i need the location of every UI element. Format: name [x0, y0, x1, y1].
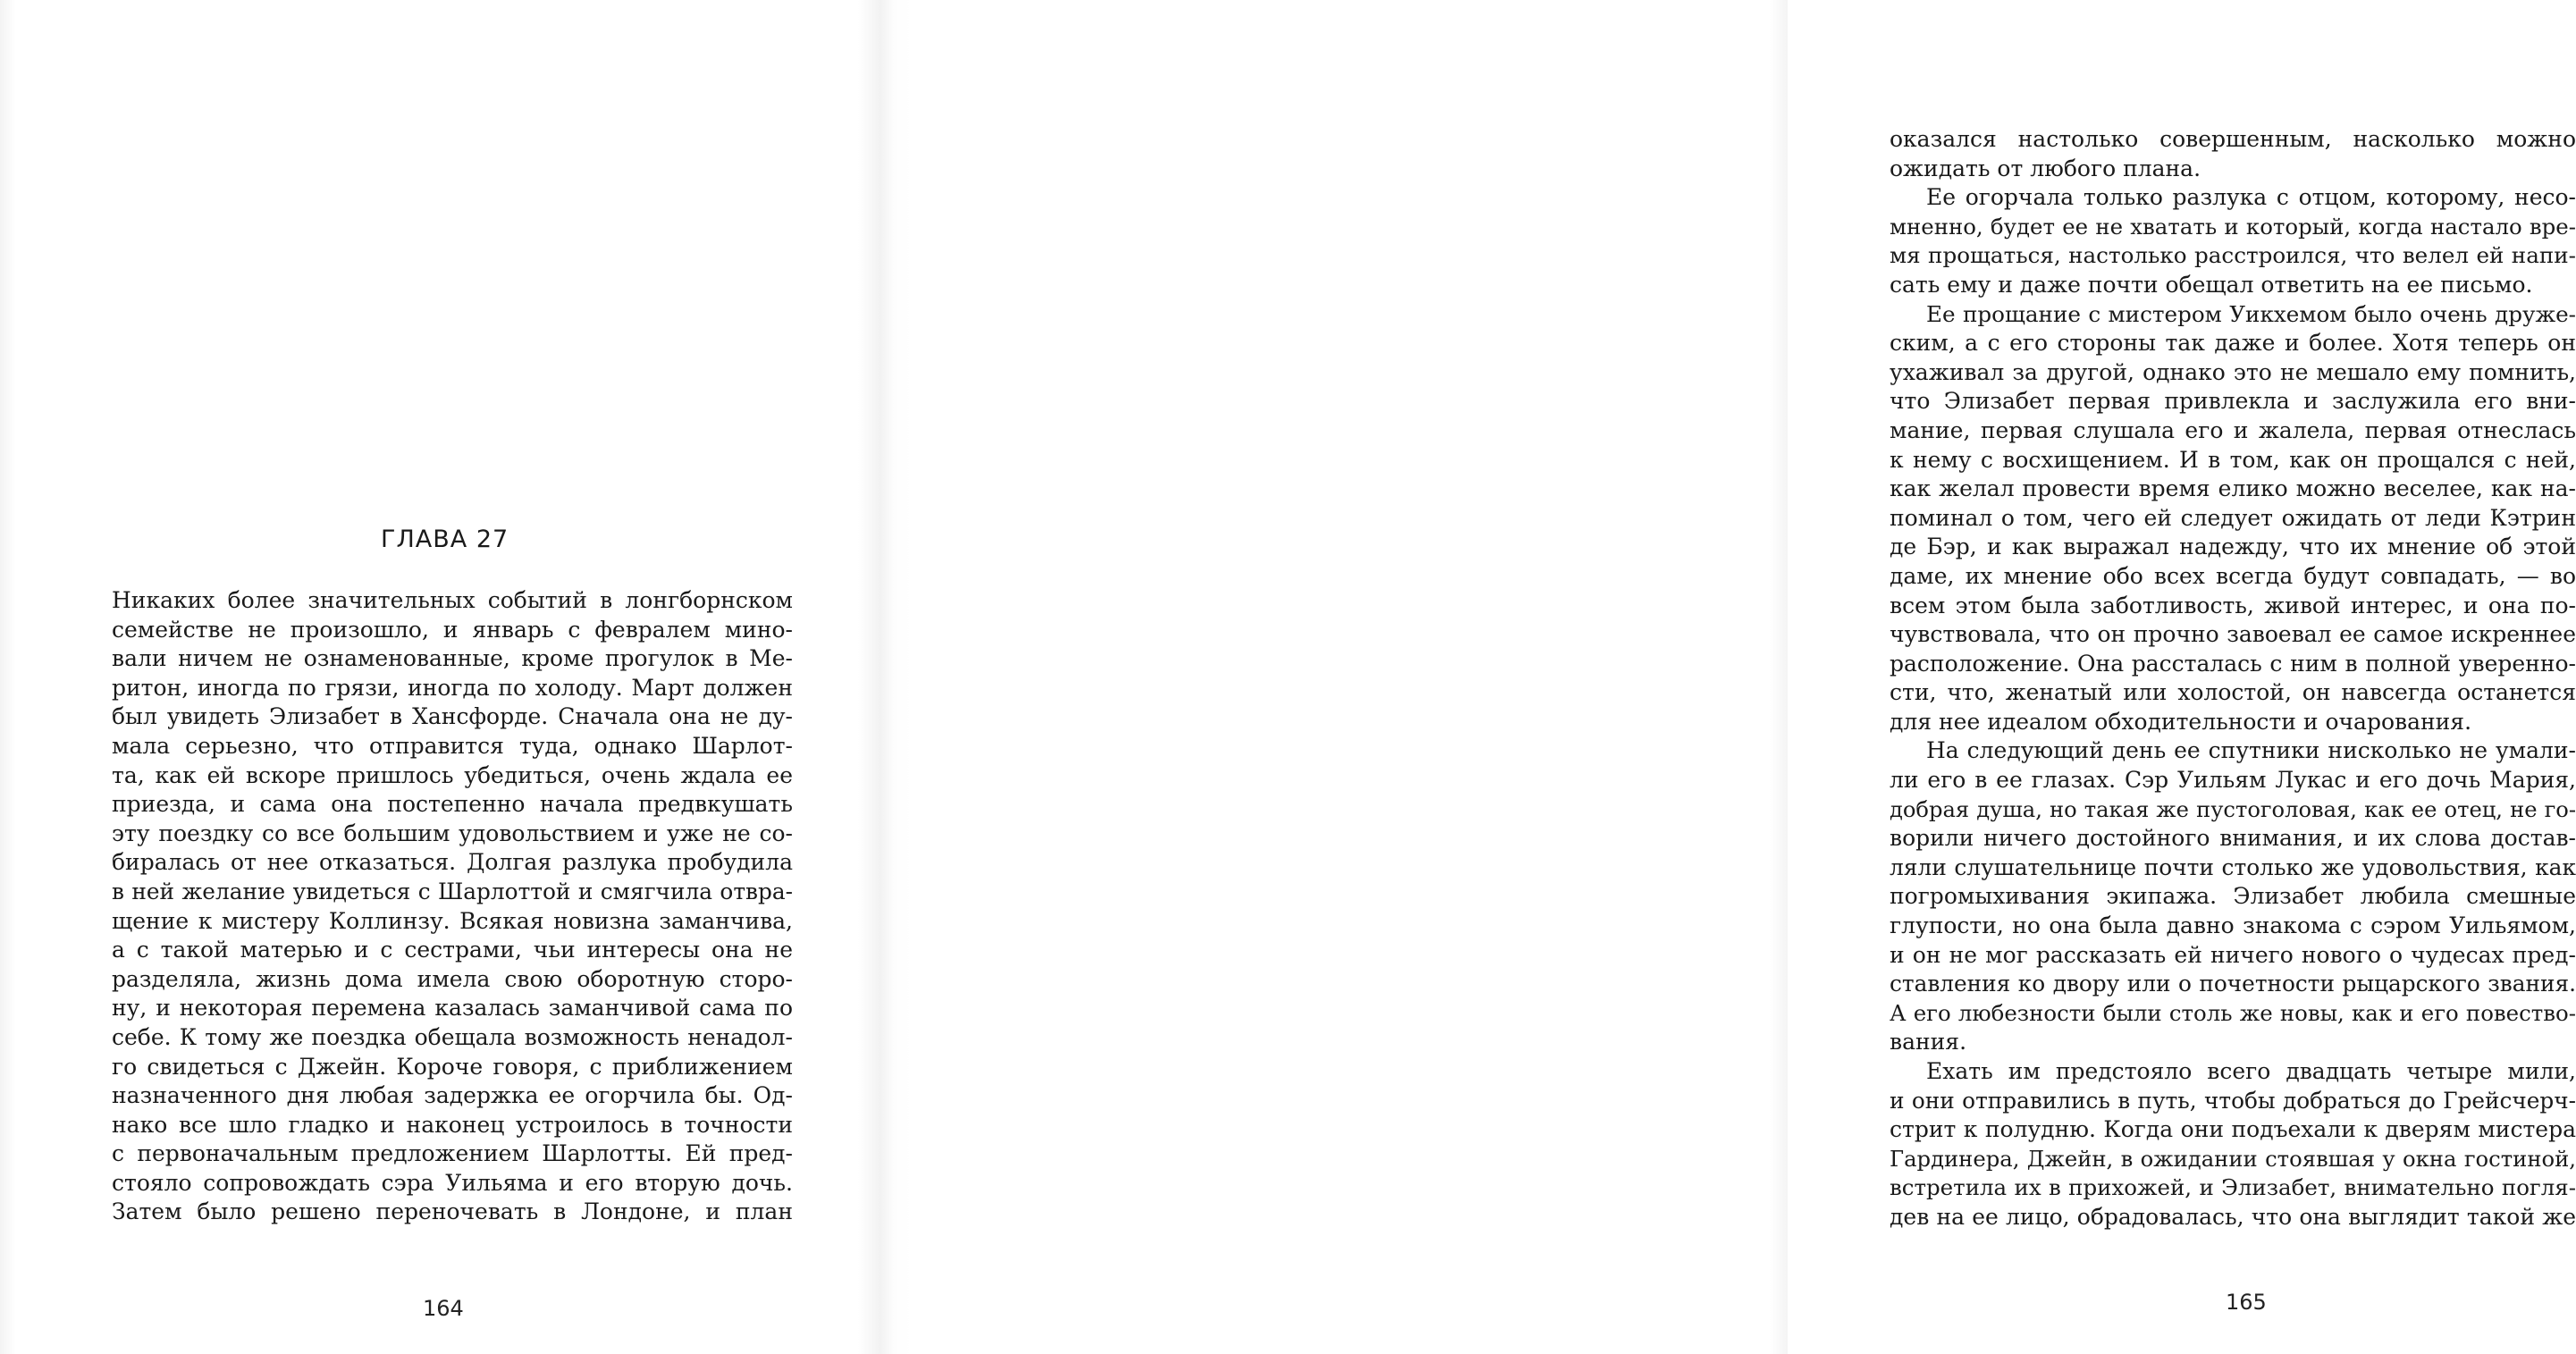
text-line: глупости, но она была давно знакома с сэром Уильямом, [1890, 912, 2576, 939]
text-line: Ее прощание с мистером Уикхемом было очень друже- [1926, 300, 2576, 327]
text-line: назначенного дня любая задержка ее огорчила бы. Од- [112, 1082, 793, 1109]
text-line: мала серьезно, что отправится туда, однако Шарлот- [112, 732, 793, 759]
text-line: погромыхивания экипажа. Элизабет любила смешные [1890, 883, 2576, 910]
text-line: щение к мистеру Коллинзу. Всякая новизна заманчива, [112, 907, 793, 934]
text-line: Гардинера, Джейн, в ожидании стоявшая у окна гостиной, [1890, 1145, 2576, 1172]
text-line: биралась от нее отказаться. Долгая разлука пробудила [112, 849, 793, 876]
text-line: ставления ко двору или о почетности рыцарского звания. [1890, 971, 2576, 997]
left-page-text [112, 586, 793, 1227]
text-line: де Бэр, и как выражал надежду, что их мнение об этой [1890, 534, 2576, 560]
text-line: как желал провести время елико можно веселее, как на- [1890, 475, 2576, 502]
text-line: и он не мог рассказать ей ничего нового о чудесах пред- [1890, 941, 2576, 968]
text-line: вания. [1890, 1029, 1967, 1055]
text-line: всем этом была заботливость, живой интерес, и она по- [1890, 592, 2576, 618]
text-line: встретила их в прихожей, и Элизабет, внимательно погля- [1890, 1174, 2576, 1201]
page-number: 164 [423, 1296, 464, 1321]
text-line: был увидеть Элизабет в Хансфорде. Сначала она не ду- [112, 703, 793, 730]
text-line: ухаживал за другой, однако это не мешало ему помнить, [1890, 358, 2576, 385]
text-line: ритон, иногда по грязи, иногда по холоду. Март должен [112, 674, 793, 701]
text-line: На следующий день ее спутники нисколько не умали- [1926, 737, 2576, 764]
text-line: ожидать от любого плана. [1890, 155, 2201, 181]
text-line: мание, первая слушала его и жалела, первая отнеслась [1890, 416, 2576, 443]
left-page [0, 0, 885, 1354]
text-line: мненно, будет ее не хватать и который, когда настало вре- [1890, 213, 2576, 240]
text-line: с первоначальным предложением Шарлотты. Ей пред- [112, 1140, 793, 1167]
text-line: ворили ничего достойного внимания, и их слова достав- [1890, 825, 2576, 852]
text-line: сать ему и даже почти обещал ответить на ее письмо. [1890, 271, 2533, 298]
text-line: го свидеться с Джейн. Короче говоря, с приближением [112, 1053, 793, 1080]
text-line: для нее идеалом обходительности и очарования. [1890, 708, 2472, 735]
text-line: стрит к полудню. Когда они подъехали к дверям мистера [1890, 1116, 2576, 1143]
text-line: мя прощаться, настолько расстроился, что велел ей напи- [1890, 242, 2576, 269]
text-line: эту поездку со все большим удовольствием и уже не со- [112, 820, 793, 846]
text-line: добрая душа, но такая же пустоголовая, как ее отец, не го- [1890, 796, 2576, 822]
text-line: поминал о том, чего ей следует ожидать от леди Кэтрин [1890, 504, 2576, 531]
text-line: Ее огорчала только разлука с отцом, которому, несо- [1926, 184, 2576, 211]
right-page-text [1890, 125, 2576, 1232]
right-page [894, 0, 2576, 1354]
text-line: разделяла, жизнь дома имела свою оборотную сторо- [112, 965, 793, 992]
text-line: себе. К тому же поездка обещала возможность ненадол- [112, 1023, 793, 1050]
text-line: ли его в ее глазах. Сэр Уильям Лукас и его дочь Мария, [1890, 767, 2576, 794]
text-line: даме, их мнение обо всех всегда будут совпадать, — во [1890, 562, 2576, 589]
text-line: ским, а с его стороны так даже и более. Хотя теперь он [1890, 330, 2576, 357]
text-line: Ехать им предстояло всего двадцать четыре мили, [1926, 1058, 2576, 1084]
text-line: сти, что, женатый или холостой, он навсегда останется [1890, 679, 2576, 706]
text-line: чувствовала, что он прочно завоевал ее самое искреннее [1890, 621, 2576, 648]
text-line: а с такой матерью и с сестрами, чьи интересы она не [112, 937, 793, 963]
text-line: и они отправились в путь, чтобы добраться до Грейсчерч- [1890, 1087, 2576, 1114]
text-line: Никаких более значительных событий в лонгборнском [112, 587, 793, 613]
chapter-title: ГЛАВА 27 [381, 526, 509, 553]
text-line: ну, и некоторая перемена казалась заманчивой сама по [112, 995, 793, 1022]
page-number: 165 [2226, 1290, 2267, 1315]
text-line: ляли слушательнице почти столько же удовольствия, как [1890, 854, 2576, 880]
text-line: дев на ее лицо, обрадовалась, что она выглядит такой же [1890, 1203, 2576, 1230]
text-line: вали ничем не ознаменованные, кроме прогулок в Ме- [112, 645, 793, 672]
text-line: нако все шло гладко и наконец устроилось в точности [112, 1111, 793, 1138]
text-line: та, как ей вскоре пришлось убедиться, очень ждала ее [112, 761, 793, 788]
text-line: оказался настолько совершенным, насколько можно [1890, 126, 2576, 152]
text-line: семействе не произошло, и январь с февралем мино- [112, 616, 793, 643]
text-line: стояло сопровождать сэра Уильяма и его вторую дочь. [112, 1169, 793, 1196]
text-line: в ней желание увидеться с Шарлоттой и смягчила отвра- [112, 878, 793, 904]
text-line: приезда, и сама она постепенно начала предвкушать [112, 791, 793, 818]
text-line: Затем было решено переночевать в Лондоне, и план [112, 1198, 793, 1225]
text-line: к нему с восхищением. И в том, как он прощался с ней, [1890, 446, 2576, 473]
text-line: что Элизабет первая привлекла и заслужила его вни- [1890, 388, 2576, 415]
text-line: расположение. Она рассталась с ним в полной уверенно- [1890, 650, 2576, 677]
text-line: А его любезности были столь же новы, как и его повество- [1890, 999, 2576, 1026]
